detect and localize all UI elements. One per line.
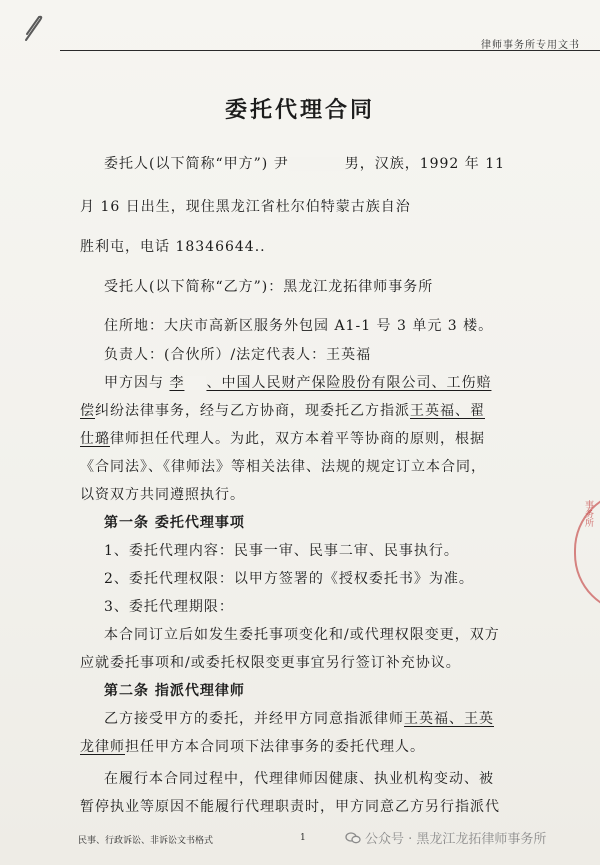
article-1-para-2: 应就委托事项和/或委托权限变更事宜另行签订补充协议。 — [80, 655, 461, 671]
article-2-heading: 第二条 指派代理律师 — [104, 683, 245, 699]
article-1-item-3: 3、委托代理期限： — [104, 599, 234, 615]
redacted-name — [289, 157, 345, 171]
article-2-line-2 — [80, 736, 425, 756]
matter-parties: 、中国人民财产保险股份有限公司、工伤赔 — [206, 375, 492, 391]
article-2-line-3: 在履行本合同过程中，代理律师因健康、执业机构变动、被 — [104, 771, 494, 787]
wechat-icon — [345, 832, 361, 844]
agent-line: 受托人(以下简称“乙方”)：黑龙江龙拓律师事务所 — [104, 279, 434, 295]
header-label: 律师事务所专用文书 — [481, 40, 580, 51]
article-2-lawyers-1: 王英福、王英 — [404, 711, 494, 727]
article-1-para-1: 本合同订立后如发生委托事项变化和/或代理权限变更，双方 — [104, 627, 500, 643]
article-1-heading: 第一条 委托代理事项 — [104, 515, 245, 531]
page-number: 1 — [300, 833, 306, 843]
paper-clip-icon — [22, 14, 46, 44]
assigned-lawyers-2: 仕璐 — [80, 431, 110, 447]
matter-line-4: 《合同法》、《律师法》等相关法律、法规的规定订立本合同， — [80, 459, 486, 475]
document-title: 委托代理合同 — [224, 97, 375, 123]
article-1-item-2: 2、委托代理权限：以甲方签署的《授权委托书》为准。 — [104, 571, 474, 587]
watermark — [345, 828, 546, 847]
article-2-text-1: 乙方接受甲方的委托，并经甲方同意指派律师 — [104, 711, 404, 727]
matter-line-1 — [104, 372, 491, 392]
principal-line-2: 月 16 日出生，现住黑龙江省杜尔伯特蒙古族自治 — [80, 199, 411, 215]
representative-line: 负责人：(合伙所）/法定代表人：王英福 — [104, 347, 372, 363]
principal-line-3: 胜利屯，电话 18346644.. — [80, 239, 266, 255]
article-2-text-2: 担任甲方本合同项下法律事务的委托代理人。 — [125, 739, 425, 755]
address-line: 住所地：大庆市高新区服务外包园 A1-1 号 3 单元 3 楼。 — [104, 318, 494, 334]
article-2-lawyers-2: 龙律师 — [80, 739, 125, 755]
footer-label: 民事、行政诉讼、非诉讼文书格式 — [78, 836, 214, 846]
article-1-item-1: 1、委托代理内容：民事一审、民事二审、民事执行。 — [104, 543, 459, 559]
article-2-line-4: 暂停执业等原因不能履行代理职责时，甲方同意乙方另行指派代 — [80, 799, 500, 815]
matter-line-2 — [80, 400, 485, 420]
seal-stamp-text: 事务所 — [583, 500, 593, 527]
matter-type: 偿 — [80, 403, 95, 419]
matter-text-3: 律师担任代理人。为此，双方本着平等协商的原则，根据 — [110, 431, 485, 447]
matter-text-2: 纠纷法律事务，经与乙方协商，现委托乙方指派 — [95, 403, 410, 419]
party-name: 李 — [169, 375, 185, 391]
matter-line-5: 以资双方共同遵照执行。 — [80, 487, 245, 503]
redacted-party — [184, 376, 206, 390]
matter-line-3 — [80, 428, 485, 448]
principal-intro-b: 男，汉族，1992 年 11 — [344, 156, 506, 172]
principal-line-1 — [104, 153, 505, 173]
principal-intro: 委托人(以下简称“甲方”) 尹 — [104, 156, 289, 172]
assigned-lawyers-1: 王英福、翟 — [410, 403, 485, 419]
watermark-text: 公众号 · 黑龙江龙拓律师事务所 — [365, 832, 547, 847]
matter-text: 甲方因与 — [104, 375, 164, 391]
article-2-line-1 — [104, 708, 494, 728]
